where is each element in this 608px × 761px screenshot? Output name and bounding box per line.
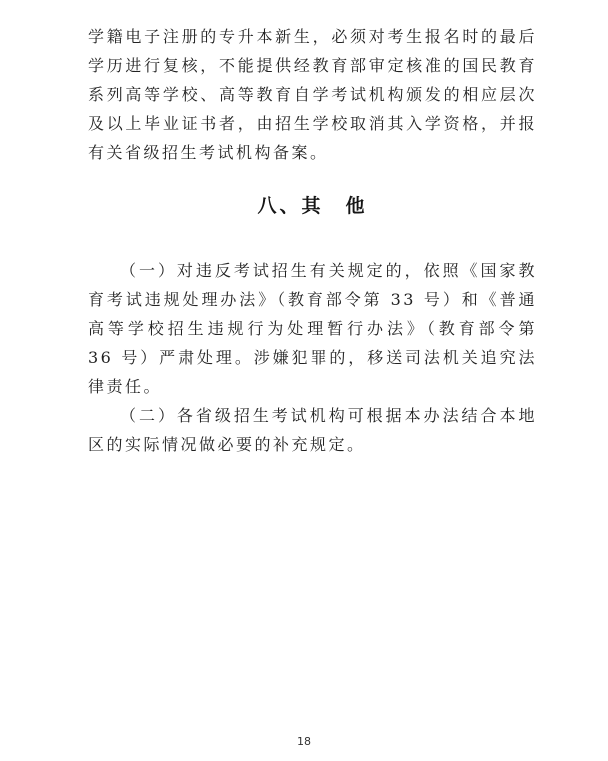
numbered-paragraph-1: （一）对违反考试招生有关规定的，依照《国家教育考试违规处理办法》（教育部令第 33 号）和《普通高等学校招生违规行为处理暂行办法》（教育部令第 36 号）严肃处理。涉嫌犯罪的，移送司法机关追究法律责任。 xyxy=(88,261,537,396)
numbered-paragraph-2: （二）各省级招生考试机构可根据本办法结合本地区的实际情况做必要的补充规定。 xyxy=(88,406,537,454)
continuation-paragraph: 学籍电子注册的专升本新生，必须对考生报名时的最后学历进行复核，不能提供经教育部审定核准的国民教育系列高等学校、高等教育自学考试机构颁发的相应层次及以上毕业证书者，由招生学校取消其入学资格，并报有关省级招生考试机构备案。 xyxy=(88,27,537,162)
page-number: 18 xyxy=(297,735,311,748)
section-heading: 八、其 他 xyxy=(257,196,368,217)
text-block xyxy=(88,22,537,459)
